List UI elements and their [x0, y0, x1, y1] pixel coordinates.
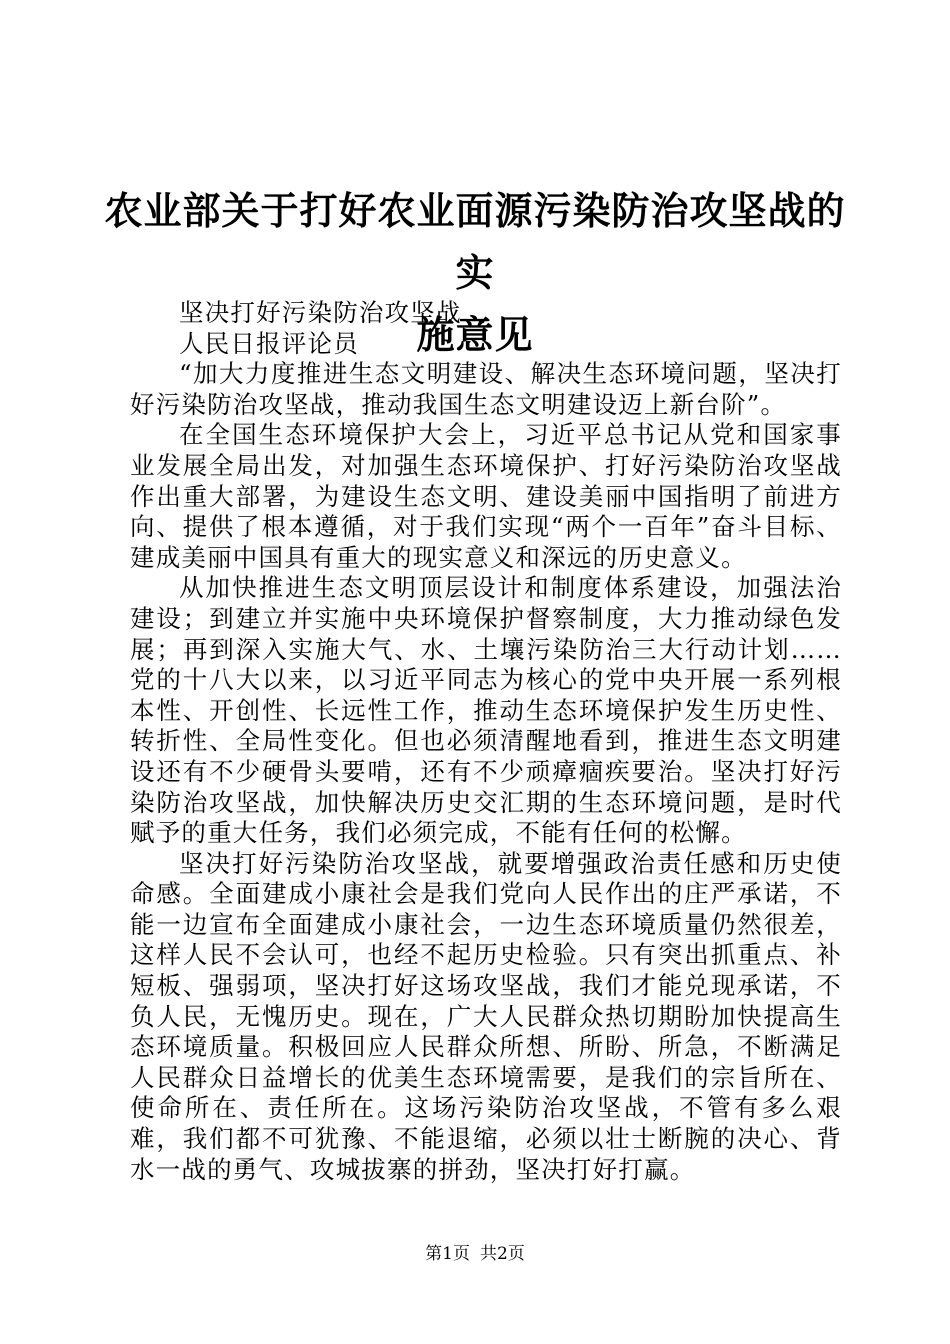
author-line: 人民日报评论员 [179, 328, 359, 358]
paragraph-2: 在全国生态环境保护大会上，习近平总书记从党和国家事业发展全局出发，对加强生态环境保护、打好污染防治攻坚战作出重大部署，为建设生态文明、建设美丽中国指明了前进方向、提供了根本遵循，对于我们实现“两个一百年”奋斗目标、建成美丽中国具有重大的现实意义和深远的历史意义。 [130, 420, 842, 572]
paragraph-4: 坚决打好污染防治攻坚战，就要增强政治责任感和历史使命感。全面建成小康社会是我们党向人民作出的庄严承诺，不能一边宣布全面建成小康社会，一边生态环境质量仍然很差，这样人民不会认可，也经不起历史检验。只有突出抓重点、补短板、强弱项，坚决打好这场攻坚战，我们才能兑现承诺，不负人民，无愧历史。现在，广大人民群众热切期盼加快提高生态环境质量。积极回应人民群众所想、所盼、所急，不断满足人民群众日益增长的优美生态环境需要，是我们的宗旨所在、使命所在、责任所在。这场污染防治攻坚战，不管有多么艰难，我们都不可犹豫、不能退缩，必须以壮士断腕的决心、背水一战的勇气、攻城拔寨的拼劲，坚决打好打赢。 [130, 848, 842, 1184]
page-footer [0, 1243, 950, 1265]
title-line-1: 农业部关于打好农业面源污染防治攻坚战的实 [104, 189, 846, 295]
document-body [130, 298, 842, 1185]
subtitle: 坚决打好污染防治攻坚战 [179, 298, 462, 327]
paragraph-1: “加大力度推进生态文明建设、解决生态环境问题，坚决打好污染防治攻坚战，推动我国生态文明建设迈上新台阶”。 [130, 359, 842, 419]
page-total: 共2页 [480, 1244, 525, 1264]
title-line-2: 施意见 [416, 313, 534, 357]
paragraph-3: 从加快推进生态文明顶层设计和制度体系建设，加强法治建设；到建立并实施中央环境保护督察制度，大力推动绿色发展；再到深入实施大气、水、土壤污染防治三大行动计划……党的十八大以来，以习近平同志为核心的党中央开展一系列根本性、开创性、长远性工作，推动生态环境保护发生历史性、转折性、全局性变化。但也必须清醒地看到，推进生态文明建设还有不少硬骨头要啃，还有不少顽瘴痼疾要治。坚决打好污染防治攻坚战，加快解决历史交汇期的生态环境问题，是时代赋予的重大任务，我们必须完成，不能有任何的松懈。 [130, 573, 842, 848]
page-number: 第1页 [425, 1244, 470, 1264]
